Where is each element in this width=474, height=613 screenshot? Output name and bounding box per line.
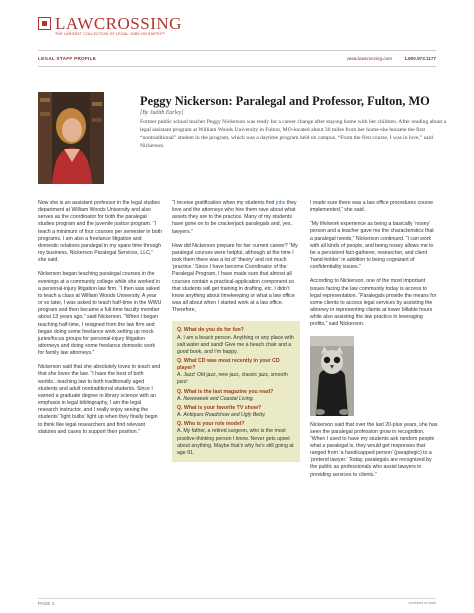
continued-note: continued on back <box>408 601 436 605</box>
page-number: PAGE 1 <box>38 601 55 606</box>
header-divider <box>38 66 436 67</box>
qa-answer-2: A. Jazz! Old jazz, new jazz, classic jazz, smooth jazz! <box>177 372 288 386</box>
site-url-link[interactable]: www.lawcrossing.com <box>347 56 392 61</box>
qa-answer-1: A. I am a beach person. Anything or any place with salt water and sand! Give me a beach chair and a good book, and I’m happy. <box>177 334 294 355</box>
column-2 <box>172 200 300 462</box>
jobs-link[interactable]: jobs <box>275 200 286 206</box>
col2-p1-after: they love and the attorneys who hire them rave about what assets they are to the practice. Many of my students have gone on to be crackerjack paralegals and, yes, lawyers.” <box>172 200 297 235</box>
logo-mark-icon <box>38 17 51 30</box>
lawcrossing-logo[interactable] <box>38 16 188 40</box>
qa-answer-4-prefix: A. <box>177 412 184 419</box>
col1-paragraph-2: Nickerson began teaching paralegal courses in the evenings at a community college while she worked in a personal-injury litigation law firm. “I then was asked to teach a class at William Woods University. A year or so later, I was asked to teach half-time in the WWU program and then became a full-time faculty member about 13 years ago,” said Nickerson. “When I began teaching half-time, I resigned from the law firm and began doing some freelance work setting up mock juries/focus groups for personal-injury litigation attorneys and doing some freelance domestic work for family law attorneys.” <box>38 271 162 357</box>
col3-paragraph-2: “My life/work experience as being a basically ‘nosey’ person and a teacher gave me the characteristics that a paralegal needs,” Nickerson continued. “I can work with all kinds of people, and being nosey allows me to be a persistent fact-gatherer, researcher, and client ‘hand-holder’ in addition to being cognizant of confidentiality issues.” <box>310 221 434 271</box>
col3-paragraph-1: I made sure there was a law office procedures course implemented,” she said. <box>310 200 434 214</box>
col3-paragraph-3: According to Nickerson, one of the most important issues facing the law community today is access to legal representation. “Paralegals provide the means for some clients to access legal services by assisting the attorney in representing clients at lower billable hours while also assisting the law practice in leveraging profits,” said Nickerson. <box>310 278 437 328</box>
qa-answer-3-titles: Newsweek and Coastal Living. <box>183 395 254 402</box>
qa-answer-3-prefix: A. <box>177 395 184 402</box>
section-label: LEGAL STAFF PROFILE <box>38 56 97 61</box>
owl-costume-photo <box>310 336 354 416</box>
qa-answer-4 <box>177 412 295 419</box>
qa-box <box>172 321 300 462</box>
article-lead: Former public school teacher Peggy Nickerson was ready for a career change after staying home with her children. After reading about a legal assistant program at William Woods University in Fulton, MO-located about 30 miles from her home-she became the first “nontraditional” student in the program, which was a daytime program held on campus. “From the first course, I was in love,” said Nickerson. <box>140 119 446 150</box>
logo-wordmark: LAWCROSSING <box>55 14 182 33</box>
article-title: Peggy Nickerson: Paralegal and Professor, Fulton, MO <box>140 94 430 108</box>
article-byline: [By Judith Earley] <box>140 110 184 116</box>
logo-tagline: THE LARGEST COLLECTION OF LEGAL JOBS ON EARTH™ <box>55 32 165 36</box>
col1-paragraph-1: Now she is an assistant professor in the legal studies department at William Woods University and also serves as the coordinator for both the paralegal studies program and the juvenile justice program. “I teach a minimum of four courses per semester in both programs. I am also a freelance litigation and domestic relations paralegal in my spare time through my business, Nickerson Paralegal Services, LLC,” she said. <box>38 200 162 264</box>
qa-answer-3 <box>177 396 295 403</box>
owl-costume-image-icon <box>310 336 354 416</box>
col2-paragraph-2: How did Nickerson prepare for her current career? “My paralegal courses were helpful, although at the time I took them there was a lot of ‘theory’ and not much ‘practice.’ Since I have become Coordinator of the Paralegal Program, I have made sure that almost all courses contain a practical-application component so that students will get training in drafting, etc. I didn’t know anything about timekeeping or what a law office was all about when I started work at a law office. Therefore, <box>172 242 298 314</box>
col3-paragraph-4: Nickerson said that over the last 20-plus years, she has seen the paralegal profession grow in recognition. “When I used to have my students ask random people what a paralegal is, they would get responses that ranged from ‘a handicapped person’ (paraplegic) to a ‘pretend lawyer.’ Today, paralegals are recognized by the public as professionals who assist lawyers in providing services to clients.” <box>310 421 438 478</box>
qa-answer-5: A. My father, a retired surgeon, who is the most positive-thinking person I know. Never gets upset about anything. Maybe that’s why he’s still going at age 91. <box>177 428 294 456</box>
column-1 <box>38 200 162 443</box>
portrait-image-icon <box>38 92 104 184</box>
col2-paragraph-1 <box>172 200 300 236</box>
col2-p1-before: “I receive gratification when my students find <box>172 200 276 206</box>
qa-question-1: Q. What do you do for fun? <box>177 327 244 334</box>
column-3 <box>310 200 438 486</box>
footer-divider <box>38 598 436 599</box>
page-header <box>38 56 436 64</box>
qa-question-3: Q. What is the last magazine you read? <box>177 388 274 395</box>
qa-question-4: Q. What is your favorite TV show? <box>177 404 262 411</box>
top-divider <box>38 50 436 51</box>
portrait-photo <box>38 92 104 184</box>
col1-paragraph-3: Nickerson said that she absolutely loves to teach and that she loves the law. “I have the best of both worlds...teaching law to both traditionally aged students and adult nontraditional students. Since I earned a graduate degree in library science with an emphasis in legal bibliography, I am the legal research instructor, and I really enjoy seeing the students’ ‘light bulbs’ light up when they finally begin to think like legal researchers and find relevant statutes and cases to support their position.” <box>38 364 161 435</box>
phone-number: 1.800.973.1177 <box>404 56 436 61</box>
qa-answer-4-titles: Antiques Roadshow and Ugly Betty. <box>183 412 266 419</box>
qa-question-2: Q. What CD was most recently in your CD player? <box>177 357 280 372</box>
owl-photo-row <box>310 336 438 416</box>
qa-question-5: Q. Who is your role model? <box>177 421 245 428</box>
